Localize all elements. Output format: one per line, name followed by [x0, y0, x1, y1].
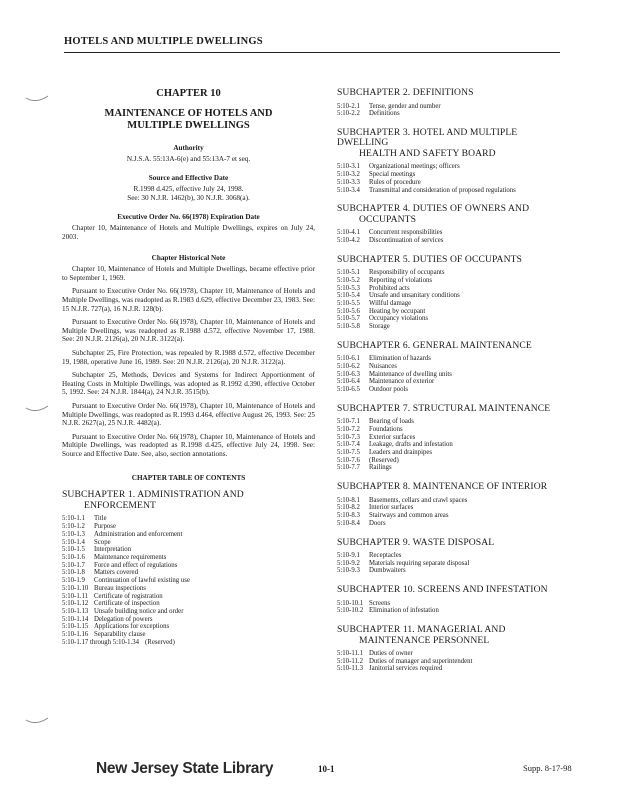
- subchapter-entries: [337, 650, 565, 673]
- binder-hole-mark: [22, 76, 52, 106]
- section-number: 5:10-6.4: [337, 378, 360, 386]
- subchapter-heading-line: SUBCHAPTER 1. ADMINISTRATION AND: [62, 489, 244, 501]
- toc-entry: [62, 631, 315, 639]
- supplement-date: Supp. 8-17-98: [523, 763, 572, 773]
- section-number: 5:10-8.3: [337, 512, 360, 520]
- section-title: Scope: [94, 538, 111, 546]
- subchapter-entries: [62, 515, 315, 646]
- section-number: 5:10-1.6: [62, 553, 85, 561]
- subchapter-heading: [337, 482, 565, 493]
- subchapter-heading: [337, 341, 565, 352]
- chapter-label: CHAPTER 10: [156, 88, 221, 99]
- page-number: 10-1: [318, 764, 335, 774]
- section-title: Duties of manager and superintendent: [369, 657, 473, 665]
- section-title: Discontinuation of services: [369, 236, 444, 244]
- toc-entry: [337, 285, 565, 293]
- section-title: Special meetings: [369, 171, 416, 179]
- section-title: Bureau inspections: [94, 584, 146, 592]
- toc-entry: [337, 560, 565, 568]
- section-number: 5:10-1.16: [62, 631, 89, 639]
- section-title: Basements, cellars and crawl spaces: [369, 496, 468, 504]
- toc-entry: [62, 623, 315, 631]
- subchapter-entries: [337, 355, 565, 394]
- subchapter-heading: [337, 204, 565, 225]
- section-number: 5:10-3.4: [337, 186, 360, 194]
- section-title: Materials requiring separate disposal: [369, 559, 470, 567]
- toc-entry: [337, 378, 565, 386]
- section-number: 5:10-8.2: [337, 504, 360, 512]
- section-title: Reporting of violations: [369, 276, 433, 284]
- toc-entry: [337, 315, 565, 323]
- toc-entry: [337, 229, 565, 237]
- section-title: (Reserved): [369, 456, 399, 464]
- section-title: Rules of procedure: [369, 178, 421, 186]
- subchapter-heading: [62, 490, 315, 511]
- section-title: Administration and enforcement: [94, 530, 183, 538]
- section-title: (Reserved): [145, 638, 175, 646]
- toc-entry: [62, 600, 315, 608]
- library-stamp: New Jersey State Library: [96, 760, 274, 777]
- section-title: Occupancy violations: [369, 315, 429, 323]
- section-number: 5:10-1.3: [62, 530, 85, 538]
- toc-entry: [337, 512, 565, 520]
- subchapter-heading: [337, 538, 565, 549]
- authority-heading: Authority: [173, 144, 204, 152]
- toc-entry: [337, 567, 565, 575]
- toc-entry: [337, 449, 565, 457]
- subchapter-heading-line: OCCUPANTS: [359, 213, 417, 225]
- toc-entry: [337, 434, 565, 442]
- toc-entry: [337, 371, 565, 379]
- toc-entry: [337, 187, 565, 195]
- history-paragraph: Subchapter 25, Methods, Devices and Systems for Indirect Apportionment of Heating Costs in Multiple Dwellings, was adopted as R.1992 d.390, effective October 5, 1992. See: 24 N.J.R. 1844(a), 24 N.J.R. 3515(b).: [62, 371, 315, 397]
- section-number: 5:10-5.6: [337, 307, 360, 315]
- history-paragraph: Pursuant to Executive Order No. 66(1978), Chapter 10, Maintenance of Hotels and Multiple Dwellings, was readopted as R.1988 d.572, effective November 17, 1988. See: 20 N.J.R. 2126(a), 20 N.J.R. 3122(a).: [62, 318, 315, 344]
- subchapter-heading-line: SUBCHAPTER 8. MAINTENANCE OF INTERIOR: [337, 481, 548, 493]
- subchapter-entries: [337, 269, 565, 331]
- section-number: 5:10-1.9: [62, 577, 85, 585]
- section-title: Storage: [369, 323, 390, 331]
- section-title: Interior surfaces: [369, 504, 414, 512]
- section-title: Responsibility of occupants: [369, 269, 445, 277]
- section-title: Heating by occupant: [369, 307, 426, 315]
- section-number: 5:10-11.1: [337, 650, 363, 658]
- toc-entry: [337, 658, 565, 666]
- section-number: 5:10-1.13: [62, 607, 89, 615]
- subchapter-entries: [337, 163, 565, 194]
- section-title: Continuation of lawful existing use: [94, 577, 190, 585]
- left-column: [62, 88, 315, 656]
- section-number: 5:10-5.3: [337, 284, 360, 292]
- section-title: Applications for exceptions: [94, 623, 170, 631]
- authority-text: N.J.S.A. 55:13A-6(e) and 55:13A-7 et seq.: [126, 155, 251, 163]
- subchapter-heading: [337, 585, 565, 596]
- toc-entry: [337, 110, 565, 118]
- chapter-name-line: MULTIPLE DWELLINGS: [127, 120, 250, 131]
- section-title: Interpretation: [94, 546, 131, 554]
- section-number: 5:10-5.8: [337, 323, 360, 331]
- history-paragraph: Subchapter 25, Fire Protection, was repealed by R.1988 d.572, effective December 19, 1988, operative June 16, 1989. See: 20 N.J.R. 2126(a), 20 N.J.R. 3122(a).: [62, 348, 315, 366]
- header-rule: [64, 52, 560, 53]
- section-title: Transmittal and consideration of proposed regulations: [369, 186, 516, 194]
- toc-entry: [337, 665, 565, 673]
- history-heading: Chapter Historical Note: [151, 254, 226, 263]
- section-title: Unsafe building notice and order: [94, 607, 184, 615]
- section-number: 5:10-2.1: [337, 102, 360, 110]
- exec-order-text: Chapter 10, Maintenance of Hotels and Multiple Dwellings, expires on July 24, 2003.: [62, 224, 315, 241]
- binder-hole-mark: [22, 700, 52, 730]
- section-number: 5:10-7.2: [337, 425, 360, 433]
- section-title: Definitions: [369, 110, 400, 118]
- subchapter-heading-line: SUBCHAPTER 5. DUTIES OF OCCUPANTS: [337, 253, 522, 265]
- section-number: 5:10-8.1: [337, 496, 360, 504]
- section-number: 5:10-1.15: [62, 623, 89, 631]
- section-title: Railings: [369, 464, 392, 472]
- toc-entry: [62, 562, 315, 570]
- toc-entry: [62, 531, 315, 539]
- toc-entry: [337, 277, 565, 285]
- section-number: 5:10-1.12: [62, 600, 89, 608]
- subchapter-entries: [337, 103, 565, 118]
- section-number: 5:10-9.1: [337, 552, 360, 559]
- toc-entry: [62, 569, 315, 577]
- running-header: HOTELS AND MULTIPLE DWELLINGS: [64, 36, 263, 47]
- section-number: 5:10-4.2: [337, 236, 360, 244]
- toc-entry: [62, 546, 315, 554]
- right-column: [337, 88, 565, 683]
- section-title: Title: [94, 515, 107, 523]
- toc-entry: [62, 608, 315, 616]
- toc-entry: [337, 308, 565, 316]
- history-paragraph: Pursuant to Executive Order No. 66(1978), Chapter 10, Maintenance of Hotels and Multiple Dwellings, was readopted as R.1983 d.629, effective December 23, 1983. See: 15 N.J.R. 727(a), 16 N.J.R. 128(b).: [62, 287, 315, 313]
- section-number: 5:10-11.2: [337, 657, 363, 665]
- toc-entry: [337, 300, 565, 308]
- toc-entry: [62, 593, 315, 601]
- section-number: 5:10-2.2: [337, 110, 360, 118]
- section-number: 5:10-1.8: [62, 569, 85, 577]
- section-title: Janitorial services required: [369, 665, 443, 673]
- toc-entry: [337, 607, 565, 615]
- section-number: 5:10-5.7: [337, 315, 360, 323]
- toc-entry: [337, 363, 565, 371]
- toc-entry: [62, 523, 315, 531]
- subchapter-entries: [337, 552, 565, 575]
- section-title: Certificate of registration: [94, 592, 163, 600]
- subchapter-entries: [337, 229, 565, 244]
- section-title: Exterior surfaces: [369, 433, 416, 441]
- subchapter-heading: [337, 88, 565, 99]
- section-number: 5:10-1.7: [62, 561, 85, 569]
- toc-entry: [337, 292, 565, 300]
- section-title: Screens: [369, 599, 391, 607]
- section-number: 5:10-7.5: [337, 449, 360, 457]
- section-title: Tense, gender and number: [369, 102, 441, 110]
- section-number: 5:10-9.3: [337, 567, 360, 575]
- section-title: Organizational meetings; officers: [369, 163, 460, 171]
- section-number: 5:10-10.1: [337, 599, 364, 607]
- toc-entry: [337, 464, 565, 472]
- toc-entry: [337, 441, 565, 449]
- chapter-name: [62, 108, 315, 132]
- subchapter-heading-line: SUBCHAPTER 10. SCREENS AND INFESTATION: [337, 584, 548, 596]
- section-number: 5:10-5.2: [337, 276, 360, 284]
- history-paragraph: Pursuant to Executive Order No. 66(1978), Chapter 10, Maintenance of Hotels and Multiple Dwellings, was readopted as R.1993 d.464, effective August 26, 1993. See: 25 N.J.R. 2627(a), 25 N.J.R. 4482(a).: [62, 401, 315, 428]
- toc-entry: [337, 237, 565, 245]
- toc-entry: [337, 426, 565, 434]
- section-number: 5:10-1.11: [62, 592, 88, 600]
- toc-entry: [337, 418, 565, 426]
- subchapter-heading-line: SUBCHAPTER 3. HOTEL AND MULTIPLE DWELLING: [337, 126, 518, 149]
- section-title: Nuisances: [369, 362, 397, 370]
- section-title: Dumbwaiters: [369, 567, 406, 575]
- toc-entry: [337, 103, 565, 111]
- toc-entry: [62, 616, 315, 624]
- toc-entry: [337, 600, 565, 608]
- toc-entry: [337, 163, 565, 171]
- toc-entry: [337, 650, 565, 658]
- section-number: 5:10-7.3: [337, 433, 360, 441]
- history-paragraph: Pursuant to Executive Order No. 66(1978), Chapter 10, Maintenance of Hotels and Multiple Dwellings, was readopted as R.1998 d.425, effective July 24, 1998. See: Source and Effective Date. See, also, section annotations.: [62, 432, 315, 458]
- section-title: Purpose: [94, 523, 116, 531]
- section-number: 5:10-7.7: [337, 464, 360, 472]
- section-number: 5:10-7.4: [337, 441, 360, 449]
- binder-hole-mark: [22, 388, 52, 418]
- subchapter-heading-line: SUBCHAPTER 4. DUTIES OF OWNERS AND: [337, 203, 530, 215]
- toc-entry: [337, 504, 565, 512]
- chapter-name-line: MAINTENANCE OF HOTELS AND: [104, 108, 273, 119]
- section-number: 5:10-8.4: [337, 519, 360, 527]
- section-title: Leakage, drafts and infestation: [369, 441, 453, 449]
- section-number: 5:10-1.2: [62, 523, 85, 531]
- toc-entry: [337, 323, 565, 331]
- subchapter-heading-line: SUBCHAPTER 7. STRUCTURAL MAINTENANCE: [337, 402, 551, 414]
- section-number: 5:10-5.1: [337, 269, 360, 277]
- toc-entry: [337, 386, 565, 394]
- section-title: Doors: [369, 519, 386, 527]
- subchapter-heading: [337, 625, 565, 646]
- section-number: 5:10-3.3: [337, 178, 360, 186]
- section-title: Maintenance of exterior: [369, 378, 435, 386]
- toc-entry: [337, 457, 565, 465]
- section-title: Bearing of loads: [369, 418, 414, 426]
- section-title: Elimination of hazards: [369, 355, 431, 363]
- source-line: See: 30 N.J.R. 1462(b), 30 N.J.R. 3068(a).: [127, 194, 250, 202]
- toc-entry: [62, 639, 315, 647]
- section-number: 5:10-1.4: [62, 538, 85, 546]
- section-title: Elimination of infestation: [369, 607, 439, 615]
- subchapter-heading: [337, 255, 565, 266]
- source-line: R.1998 d.425, effective July 24, 1998.: [133, 185, 244, 193]
- section-number: 5:10-4.1: [337, 229, 360, 237]
- section-number: 5:10-9.2: [337, 559, 360, 567]
- toc-entry: [62, 554, 315, 562]
- toc-entry: [337, 552, 565, 560]
- section-number: 5:10-5.4: [337, 292, 360, 300]
- section-number: 5:10-10.2: [337, 607, 364, 615]
- section-title: Receptacles: [369, 552, 402, 559]
- section-title: Foundations: [369, 425, 403, 433]
- section-title: Separability clause: [94, 631, 146, 639]
- section-title: Unsafe and unsanitary conditions: [369, 292, 460, 300]
- section-title: Prohibited acts: [369, 284, 410, 292]
- section-title: Matters covered: [94, 569, 138, 577]
- subchapter-heading-line: MAINTENANCE PERSONNEL: [359, 634, 490, 646]
- toc-entry: [62, 585, 315, 593]
- section-title: Maintenance requirements: [94, 553, 167, 561]
- section-number: 5:10-11.3: [337, 665, 363, 673]
- subchapter-heading: [337, 128, 565, 160]
- subchapter-heading-line: SUBCHAPTER 6. GENERAL MAINTENANCE: [337, 339, 532, 351]
- section-number: 5:10-1.1: [62, 515, 85, 523]
- section-number: 5:10-6.2: [337, 362, 360, 370]
- section-number: 5:10-1.17 through 5:10-1.34: [62, 638, 140, 646]
- section-title: Stairways and common areas: [369, 512, 449, 520]
- section-title: Willful damage: [369, 299, 412, 307]
- subchapter-entries: [337, 418, 565, 472]
- toc-entry: [337, 497, 565, 505]
- toc-entry: [337, 520, 565, 528]
- section-title: Leaders and drainpipes: [369, 449, 433, 457]
- section-number: 5:10-1.14: [62, 615, 89, 623]
- history-paragraph: Chapter 10, Maintenance of Hotels and Multiple Dwellings, became effective prior to September 1, 1969.: [62, 265, 315, 282]
- section-number: 5:10-7.6: [337, 456, 360, 464]
- toc-entry: [62, 539, 315, 547]
- toc-entry: [337, 179, 565, 187]
- source-text: [62, 185, 315, 203]
- source-heading: Source and Effective Date: [148, 174, 229, 182]
- section-number: 5:10-3.2: [337, 171, 360, 179]
- toc-entry: [62, 515, 315, 523]
- section-title: Delegation of powers: [94, 615, 153, 623]
- section-number: 5:10-6.3: [337, 370, 360, 378]
- section-number: 5:10-6.1: [337, 355, 360, 363]
- toc-entry: [337, 355, 565, 363]
- section-title: Concurrent responsibilities: [369, 229, 443, 237]
- section-title: Force and effect of regulations: [94, 561, 178, 569]
- toc-entry: [62, 577, 315, 585]
- section-title: Certificate of inspection: [94, 600, 160, 608]
- subchapter-heading: [337, 404, 565, 415]
- subchapter-entries: [337, 600, 565, 615]
- toc-heading: CHAPTER TABLE OF CONTENTS: [131, 474, 246, 483]
- subchapter-heading-line: HEALTH AND SAFETY BOARD: [359, 147, 496, 159]
- section-title: Duties of owner: [369, 650, 413, 658]
- toc-entry: [337, 171, 565, 179]
- section-number: 5:10-7.1: [337, 418, 360, 426]
- section-number: 5:10-6.5: [337, 386, 360, 394]
- section-title: Outdoor pools: [369, 386, 409, 394]
- section-number: 5:10-1.10: [62, 584, 89, 592]
- subchapter-heading-line: SUBCHAPTER 2. DEFINITIONS: [337, 87, 474, 98]
- subchapter-heading-line: SUBCHAPTER 11. MANAGERIAL AND: [337, 624, 506, 636]
- subchapter-heading-line: SUBCHAPTER 9. WASTE DISPOSAL: [337, 536, 495, 548]
- subchapter-entries: [337, 497, 565, 528]
- toc-entry: [337, 269, 565, 277]
- section-number: 5:10-3.1: [337, 163, 360, 171]
- exec-order-heading: Executive Order No. 66(1978) Expiration Date: [117, 213, 260, 221]
- subchapter-heading-line: ENFORCEMENT: [84, 499, 156, 511]
- section-number: 5:10-1.5: [62, 546, 85, 554]
- section-number: 5:10-5.5: [337, 299, 360, 307]
- section-title: Maintenance of dwelling units: [369, 370, 452, 378]
